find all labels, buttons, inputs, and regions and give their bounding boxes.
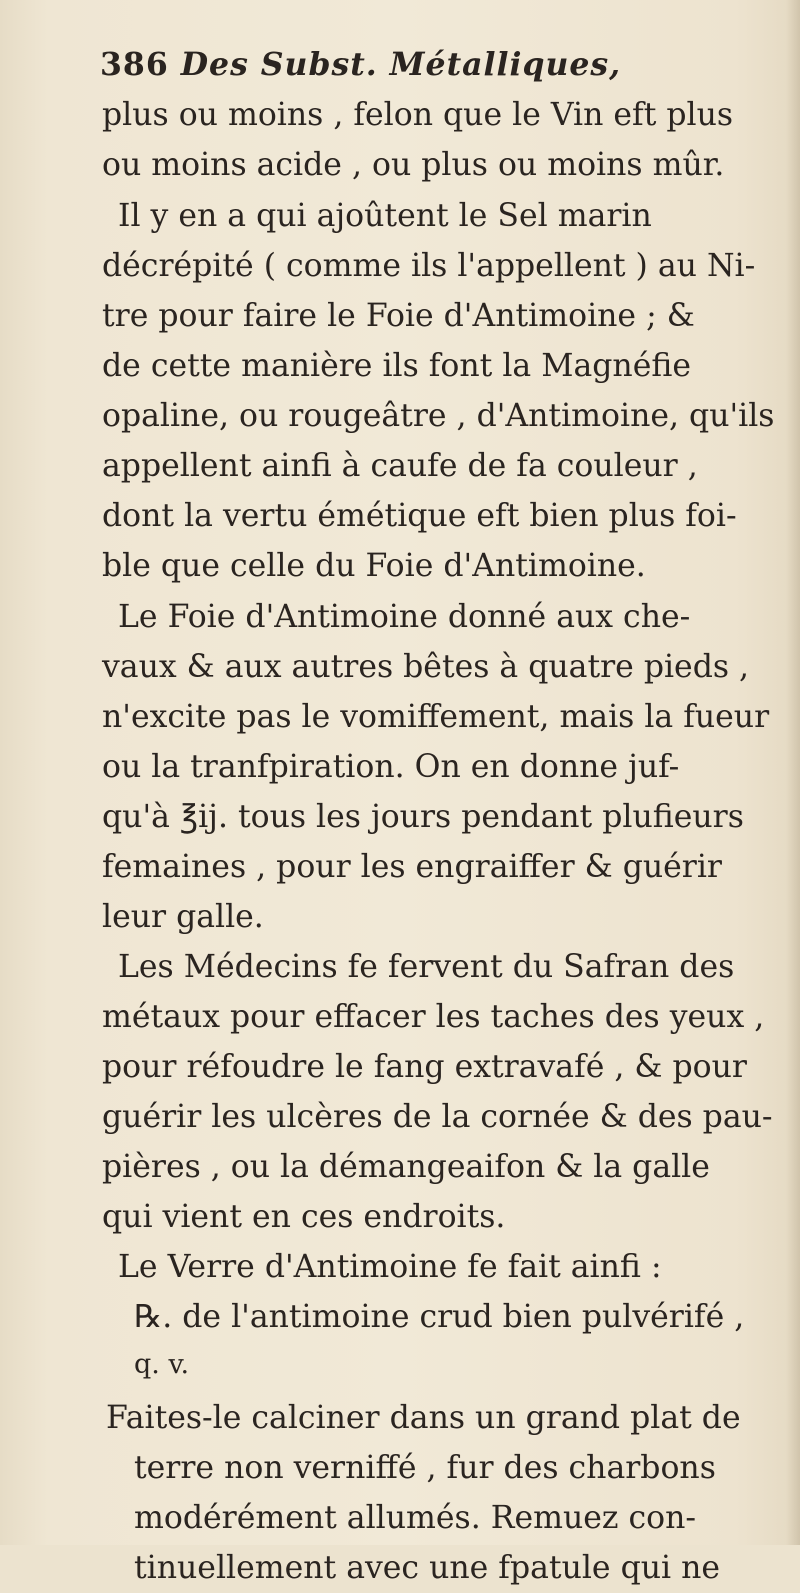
text-line-14: ou la tranfpiration. On en donne juf- (102, 749, 680, 785)
text-line-7: opaline, ou rougeâtre , d'Antimoine, qu'ils (102, 398, 775, 434)
text-line-30: tinuellement avec une fpatule qui ne (134, 1550, 721, 1586)
text-line-12: vaux & aux autres bêtes à quatre pieds , (102, 649, 750, 685)
text-line-10: ble que celle du Foie d'Antimoine. (102, 548, 646, 584)
text-line-21: guérir les ulcères de la cornée & des pau- (102, 1099, 773, 1135)
text-line-6: de cette manière ils font la Magnéfie (102, 348, 691, 384)
text-line-28: terre non verniffé , fur des charbons (134, 1450, 716, 1486)
text-line-1: plus ou moins , felon que le Vin eft plus (102, 97, 734, 133)
running-head (100, 40, 621, 90)
text-line-22: pières , ou la démangeaifon & la galle (102, 1149, 710, 1185)
text-line-9: dont la vertu émétique eft bien plus foi- (102, 498, 737, 534)
page-edge-shadow (786, 0, 800, 1545)
text-line-16: femaines , pour les engraiffer & guérir (102, 849, 722, 885)
text-line-15: qu'à ℥ij. tous les jours pendant plufieurs (102, 799, 744, 835)
text-line-26: q. v. (134, 1349, 190, 1380)
text-line-13: n'excite pas le vomiffement, mais la fueur (102, 699, 770, 735)
text-line-27: Faites-le calciner dans un grand plat de (106, 1400, 741, 1436)
text-line-24: Le Verre d'Antimoine fe fait ainfi : (118, 1249, 662, 1285)
page-number: 386 (100, 46, 169, 83)
text-line-4: décrépité ( comme ils l'appellent ) au Ni- (102, 248, 756, 284)
text-line-20: pour réfoudre le fang extravafé , & pour (102, 1049, 747, 1085)
text-line-25: ℞. de l'antimoine crud bien pulvérifé , (134, 1299, 745, 1335)
text-line-2: ou moins acide , ou plus ou moins mûr. (102, 147, 725, 183)
text-line-23: qui vient en ces endroits. (102, 1199, 506, 1235)
text-line-18: Les Médecins fe fervent du Safran des (118, 949, 735, 985)
text-line-19: métaux pour effacer les taches des yeux , (102, 999, 765, 1035)
text-line-8: appellent ainfi à caufe de fa couleur , (102, 448, 698, 484)
running-head-title: Des Subst. Métalliques, (180, 46, 622, 83)
text-line-5: tre pour faire le Foie d'Antimoine ; & (102, 298, 695, 334)
text-line-17: leur galle. (102, 899, 264, 935)
text-line-3: Il y en a qui ajoûtent le Sel marin (118, 198, 652, 234)
text-line-29: modérément allumés. Remuez con- (134, 1500, 697, 1536)
text-line-11: Le Foie d'Antimoine donné aux che- (118, 599, 691, 635)
